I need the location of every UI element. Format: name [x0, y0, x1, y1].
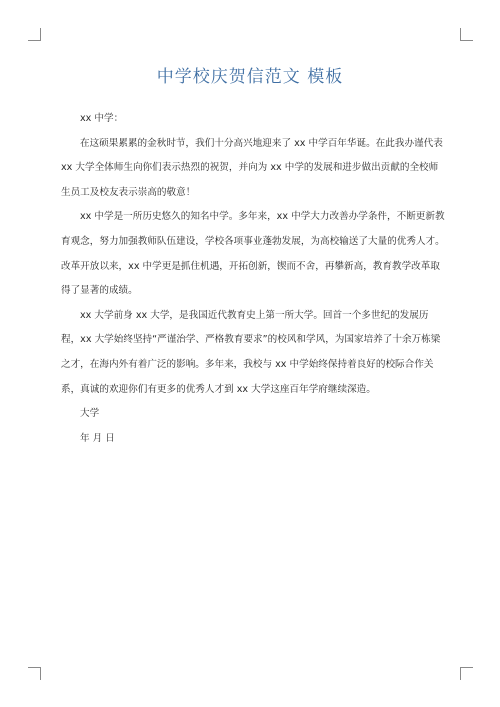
- letter-paragraph-3: xx 大学前身 xx 大学，是我国近代教育史上第一所大学。回首一个多世纪的发展历程，xx 大学始终坚持“严谨治学、严格教育要求”的校风和学风，为国家培养了十余万栋梁之才，在海内外有着广泛的影响。多年来，我校与 xx 中学始终保持着良好的校际合作关系，真诚的欢迎你们有更多的优秀人才到 xx 大学这座百年学府继续深造。: [61, 309, 441, 395]
- letter-greeting: xx 中学：: [80, 113, 124, 124]
- letter-date: 年 月 日: [80, 432, 115, 444]
- page-corner-mark-top-left: [28, 28, 41, 41]
- letter-body: [61, 107, 445, 451]
- document-title: 中学校庆贺信范文 模板: [156, 67, 344, 87]
- page-corner-mark-bottom-left: [28, 667, 41, 680]
- letter-paragraph-2: xx 中学是一所历史悠久的知名中学。多年来，xx 中学大力改善办学条件，不断更新教育观念，努力加强教师队伍建设，学校各项事业蓬勃发展，为高校输送了大量的优秀人才。改革开放以来，xx 中学更是抓住机遇，开拓创新，锲而不舍，再攀新高，教育教学改革取得了显著的成绩。: [61, 211, 445, 297]
- page-corner-mark-bottom-right: [460, 667, 473, 680]
- page-corner-mark-top-right: [460, 28, 473, 41]
- letter-paragraph-1: 在这硕果累累的金秋时节，我们十分高兴地迎来了 xx 中学百年华诞。在此我办谨代表 xx 大学全体师生向你们表示热烈的祝贺，并向为 xx 中学的发展和进步做出贡献的全校师生员工及校友表示崇高的敬意！: [61, 137, 443, 198]
- letter-signature: 大学: [80, 408, 100, 420]
